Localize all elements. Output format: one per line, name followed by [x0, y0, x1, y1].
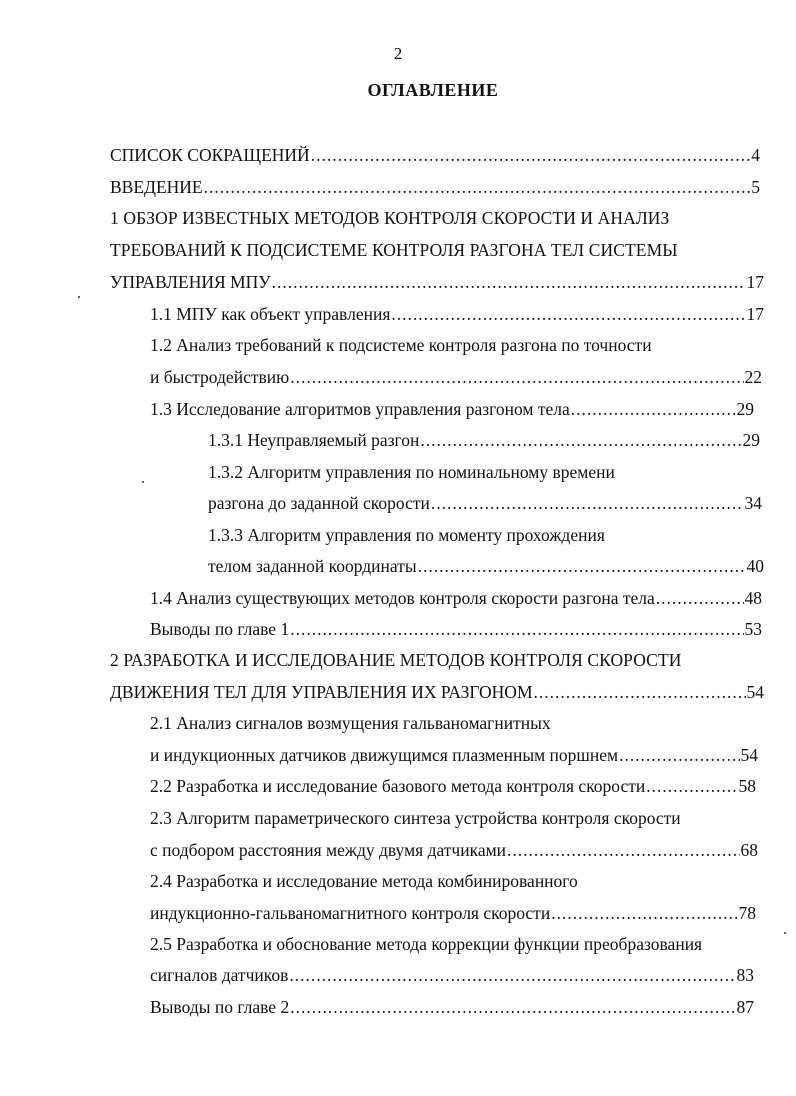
toc-entry-2-4[interactable]: [150, 901, 756, 925]
toc-entry-1-2[interactable]: [150, 365, 762, 389]
leader-dots: [311, 143, 751, 167]
toc-page-number: 54: [746, 682, 764, 702]
toc-entry-title: 1.3.1 Неуправляемый разгон: [208, 430, 420, 450]
toc-page-number: 29: [736, 399, 754, 419]
toc-entry-2-1-line1: 2.1 Анализ сигналов возмущения гальваномагнитных: [150, 713, 551, 733]
toc-entry-conclusions-1[interactable]: [150, 617, 762, 641]
leader-dots: [571, 397, 736, 421]
toc-entry-1-3-2-line1: 1.3.2 Алгоритм управления по номинальному времени: [208, 462, 615, 482]
leader-dots: [420, 428, 741, 452]
scan-speck: [784, 932, 786, 934]
page-title: ОГЛАВЛЕНИЕ: [367, 80, 499, 100]
toc-page-number: 48: [744, 588, 762, 608]
toc-page-number: 68: [740, 840, 758, 860]
toc-page-number: 83: [736, 965, 754, 985]
toc-page-number: 34: [744, 493, 762, 513]
toc-page-number: 54: [740, 745, 758, 765]
toc-entry-chapter-2[interactable]: [110, 680, 764, 704]
page-number: 2: [393, 44, 403, 63]
toc-entry-title: УПРАВЛЕНИЯ МПУ: [110, 272, 271, 292]
toc-entry-2-2[interactable]: [150, 774, 756, 798]
leader-dots: [289, 963, 735, 987]
toc-entry-2-3[interactable]: [150, 838, 758, 862]
toc-entry-title: ДВИЖЕНИЯ ТЕЛ ДЛЯ УПРАВЛЕНИЯ ИХ РАЗГОНОМ: [110, 682, 533, 702]
toc-page-number: 53: [744, 619, 762, 639]
leader-dots: [507, 838, 739, 862]
toc-entry-2-3-line1: 2.3 Алгоритм параметрического синтеза устройства контроля скорости: [150, 808, 681, 828]
toc-entry-title: и индукционных датчиков движущимся плазменным поршнем: [150, 745, 619, 765]
leader-dots: [551, 901, 737, 925]
toc-entry-1-3[interactable]: [150, 397, 754, 421]
toc-entry-title: СПИСОК СОКРАЩЕНИЙ: [110, 145, 310, 165]
toc-entry-title: и быстродействию: [150, 367, 290, 387]
leader-dots: [290, 365, 743, 389]
toc-chapter-1-line2: ТРЕБОВАНИЙ К ПОДСИСТЕМЕ КОНТРОЛЯ РАЗГОНА ТЕЛ СИСТЕМЫ: [110, 240, 678, 260]
toc-page-number: 22: [744, 367, 762, 387]
toc-entry-2-1[interactable]: [150, 743, 758, 767]
toc-entry-conclusions-2[interactable]: [150, 995, 754, 1019]
leader-dots: [656, 586, 744, 610]
toc-entry-1-3-3-line1: 1.3.3 Алгоритм управления по моменту прохождения: [208, 525, 605, 545]
toc-entry-1-3-1[interactable]: [208, 428, 760, 452]
leader-dots: [619, 743, 739, 767]
toc-page-number: 29: [742, 430, 760, 450]
toc-entry-abbreviations[interactable]: [110, 143, 760, 167]
leader-dots: [204, 175, 751, 199]
toc-page-number: 17: [746, 272, 764, 292]
toc-entry-title: с подбором расстояния между двумя датчиками: [150, 840, 507, 860]
toc-page-number: 5: [751, 177, 760, 197]
toc-entry-title: телом заданной координаты: [208, 556, 417, 576]
scan-speck: [142, 481, 144, 483]
toc-entry-title: 1.1 МПУ как объект управления: [150, 304, 391, 324]
leader-dots: [431, 491, 744, 515]
toc-entry-2-4-line1: 2.4 Разработка и исследование метода комбинированного: [150, 871, 578, 891]
toc-entry-title: ВВЕДЕНИЕ: [110, 177, 203, 197]
toc-page-number: 58: [738, 776, 756, 796]
toc-entry-introduction[interactable]: [110, 175, 760, 199]
leader-dots: [272, 270, 746, 294]
toc-entry-1-2-line1: 1.2 Анализ требований к подсистеме контроля разгона по точности: [150, 335, 652, 355]
leader-dots: [418, 554, 746, 578]
toc-page-number: 40: [746, 556, 764, 576]
toc-page-number: 87: [736, 997, 754, 1017]
toc-entry-1-3-3[interactable]: [208, 554, 764, 578]
toc-entry-1-3-2[interactable]: [208, 491, 762, 515]
toc-entry-1-1[interactable]: [150, 302, 764, 326]
toc-entry-1-4[interactable]: [150, 586, 762, 610]
leader-dots: [290, 995, 735, 1019]
toc-chapter-2-line1: 2 РАЗРАБОТКА И ИССЛЕДОВАНИЕ МЕТОДОВ КОНТРОЛЯ СКОРОСТИ: [110, 650, 682, 670]
toc-entry-title: Выводы по главе 1: [150, 619, 290, 639]
toc-entry-title: 2.2 Разработка и исследование базового метода контроля скорости: [150, 776, 646, 796]
toc-entry-2-5[interactable]: [150, 963, 754, 987]
toc-entry-title: 1.3 Исследование алгоритмов управления разгоном тела: [150, 399, 570, 419]
leader-dots: [391, 302, 745, 326]
toc-entry-title: сигналов датчиков: [150, 965, 289, 985]
toc-page-number: 17: [746, 304, 764, 324]
toc-entry-title: 1.4 Анализ существующих методов контроля скорости разгона тела: [150, 588, 655, 608]
toc-entry-2-5-line1: 2.5 Разработка и обоснование метода коррекции функции преобразования: [150, 934, 703, 954]
toc-chapter-1-line1: 1 ОБЗОР ИЗВЕСТНЫХ МЕТОДОВ КОНТРОЛЯ СКОРОСТИ И АНАЛИЗ: [110, 208, 670, 228]
toc-entry-chapter-1[interactable]: [110, 270, 764, 294]
leader-dots: [646, 774, 737, 798]
toc-entry-title: разгона до заданной скорости: [208, 493, 430, 513]
leader-dots: [290, 617, 743, 641]
toc-entry-title: индукционно-гальваномагнитного контроля скорости: [150, 903, 551, 923]
toc-page-number: 4: [751, 145, 760, 165]
toc-entry-title: Выводы по главе 2: [150, 997, 290, 1017]
scan-speck: [78, 296, 80, 298]
toc-page-number: 78: [738, 903, 756, 923]
leader-dots: [534, 680, 746, 704]
